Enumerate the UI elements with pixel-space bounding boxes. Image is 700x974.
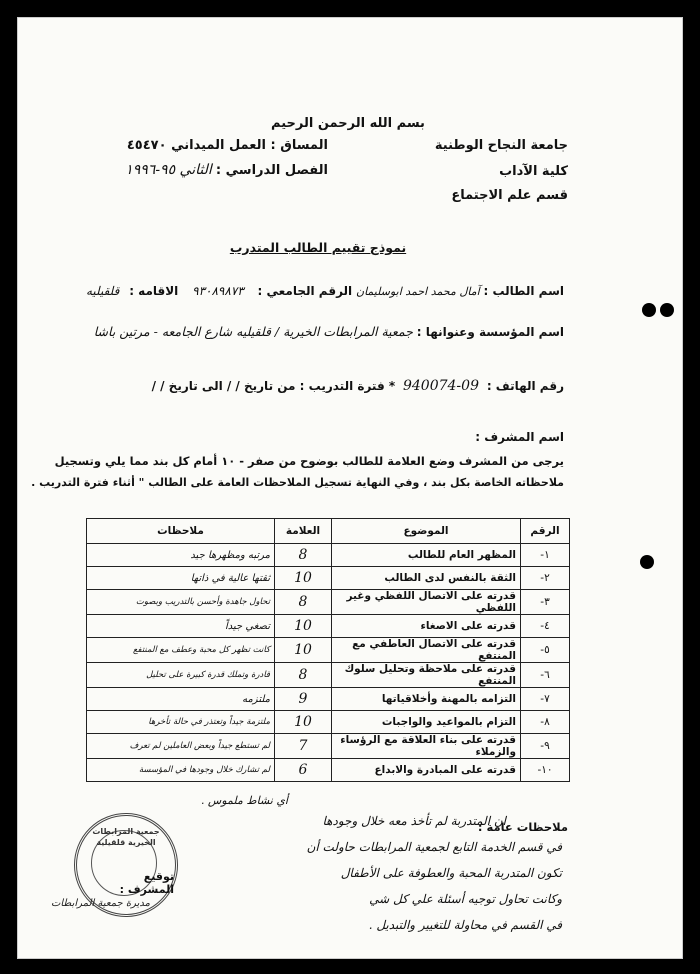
general-note-line: في القسم في محاولة للتغيير والتبديل . [368, 918, 562, 932]
row-topic: قدرته على المبادرة والابداع [332, 759, 521, 782]
faculty-name: كلية الآداب [499, 164, 568, 179]
row-mark: 6 [275, 759, 332, 782]
punch-hole-3 [640, 555, 654, 569]
institution-label: اسم المؤسسة وعنوانها : [416, 325, 564, 339]
row-mark: 8 [275, 544, 332, 567]
header-number: الرقم [521, 519, 570, 544]
phone-value: 09-940074 [402, 378, 479, 394]
row-number: ٦- [521, 663, 570, 688]
general-notes-above: أي نشاط ملموس . [200, 794, 288, 807]
student-id-label: الرقم الجامعي : [257, 284, 353, 298]
instructions-line-1: يرجى من المشرف وضع العلامة للطالب بوضوح من صفر - ١٠ أمام كل بند مما يلي وتسجيل [54, 454, 564, 468]
row-note: ثقتها عالية في ذاتها [87, 567, 275, 590]
table-row [87, 759, 570, 782]
row-topic: التزام بالمواعيد والواجبات [332, 711, 521, 734]
row-note: لم تستطع جيداً وبعض العاملين لم تعرف [87, 734, 275, 759]
row-mark: 10 [275, 711, 332, 734]
stamp-text: جمعية المرابطات الخيرية قلقيلية [92, 827, 160, 847]
row-note: ملتزمه [87, 688, 275, 711]
table-row [87, 544, 570, 567]
institution-value: جمعية المرابطات الخيرية / قلقيليه شارع الجامعه - مرتين باشا [93, 324, 413, 339]
row-note: ملتزمة جيداً وتعتذر في حالة تأخرها [87, 711, 275, 734]
row-number: ٥- [521, 638, 570, 663]
phone-row [98, 378, 564, 394]
general-notes-label: ملاحظات عامة : [477, 820, 568, 834]
residence-value: قلقيليه [85, 284, 120, 298]
row-note: تصغي جيداً [87, 615, 275, 638]
general-note-line: في قسم الخدمة التابع لجمعية المرابطات حاولت أن [306, 840, 562, 854]
table-row [87, 663, 570, 688]
header-topic: الموضوع [332, 519, 521, 544]
evaluation-table [86, 518, 570, 782]
university-name: جامعة النجاح الوطنية [434, 138, 568, 153]
general-note-line: وكانت تحاول توجيه أسئلة علي كل شي [369, 892, 562, 906]
semester-row [48, 162, 328, 178]
instructions-line-2: ملاحظاته الخاصة بكل بند ، وفي النهاية تسجيل الملاحظات العامة على الطالب " أثناء فترة التدريب . [31, 476, 564, 489]
supervisor-signature: مديرة جمعية المرابطات [50, 898, 150, 909]
table-row [87, 688, 570, 711]
row-number: ٢- [521, 567, 570, 590]
row-mark: 7 [275, 734, 332, 759]
signature-label: توقيع المشرف : [119, 870, 174, 896]
row-mark: 10 [275, 615, 332, 638]
row-mark: 10 [275, 638, 332, 663]
row-topic: المظهر العام للطالب [332, 544, 521, 567]
student-name-label: اسم الطالب : [483, 284, 564, 298]
row-note: كانت تظهر كل محبة وعطف مع المنتفع [87, 638, 275, 663]
row-mark: 10 [275, 567, 332, 590]
basmala: بسم الله الرحمن الرحيم [271, 116, 425, 131]
row-note: لم تشارك خلال وجودها في المؤسسة [87, 759, 275, 782]
row-note: مرتبه ومظهرها جيد [87, 544, 275, 567]
row-number: ١٠- [521, 759, 570, 782]
form-title: نموذج تقييم الطالب المتدرب [229, 240, 407, 255]
table-row [87, 638, 570, 663]
row-topic: قدرته على الاتصال العاطفي مع المنتفع [332, 638, 521, 663]
row-topic: قدرته على الاصغاء [332, 615, 521, 638]
table-row [87, 615, 570, 638]
supervisor-label: اسم المشرف : [475, 430, 564, 444]
row-topic: قدرته على الاتصال اللفظي وغير اللفظي [332, 590, 521, 615]
row-note: تحاول جاهدة وأحسن بالتدريب وبصوت [87, 590, 275, 615]
phone-label: رقم الهاتف : [486, 379, 564, 393]
student-row [58, 284, 564, 298]
student-name-value: آمال محمد احمد ابوسليمان [355, 285, 480, 298]
table-row [87, 567, 570, 590]
form-page [18, 18, 682, 958]
row-number: ٩- [521, 734, 570, 759]
general-note-line: ان المتدربة لم تأخذ معه خلال وجودها [322, 814, 506, 828]
semester-label: الفصل الدراسي : [215, 163, 328, 178]
punch-hole-2 [660, 303, 674, 317]
row-number: ١- [521, 544, 570, 567]
row-number: ٣- [521, 590, 570, 615]
department-name: قسم علم الاجتماع [451, 188, 568, 203]
row-number: ٧- [521, 688, 570, 711]
general-note-line: تكون المتدربة المحبة والعطوفة على الأطفال [340, 866, 562, 880]
row-note: قادرة وتملك قدرة كبيرة على تحليل [87, 663, 275, 688]
training-period: * فترة التدريب : من تاريخ / / الى تاريخ / / [151, 379, 396, 393]
semester-value: الثاني ٩٥-١٩٩٦ [125, 162, 212, 178]
row-topic: الثقة بالنفس لدى الطالب [332, 567, 521, 590]
institution-row [38, 324, 564, 339]
residence-label: الاقامه : [129, 284, 179, 298]
table-row [87, 734, 570, 759]
row-number: ٤- [521, 615, 570, 638]
header-notes: ملاحظات [87, 519, 275, 544]
punch-hole-1 [642, 303, 656, 317]
row-topic: قدرته على بناء العلاقة مع الرؤساء والزملاء [332, 734, 521, 759]
header-mark: العلامة [275, 519, 332, 544]
row-topic: قدرته على ملاحظة وتحليل سلوك المنتفع [332, 663, 521, 688]
row-mark: 8 [275, 590, 332, 615]
table-header-row [87, 519, 570, 544]
row-mark: 9 [275, 688, 332, 711]
row-number: ٨- [521, 711, 570, 734]
table-row [87, 711, 570, 734]
row-mark: 8 [275, 663, 332, 688]
course-label: المساق : العمل الميداني ٤٥٤٧٠ [126, 138, 328, 153]
row-topic: التزامه بالمهنة وأخلاقياتها [332, 688, 521, 711]
student-id-value: ٩٣٠٨٩٨٧٣ [192, 284, 244, 298]
table-row [87, 590, 570, 615]
